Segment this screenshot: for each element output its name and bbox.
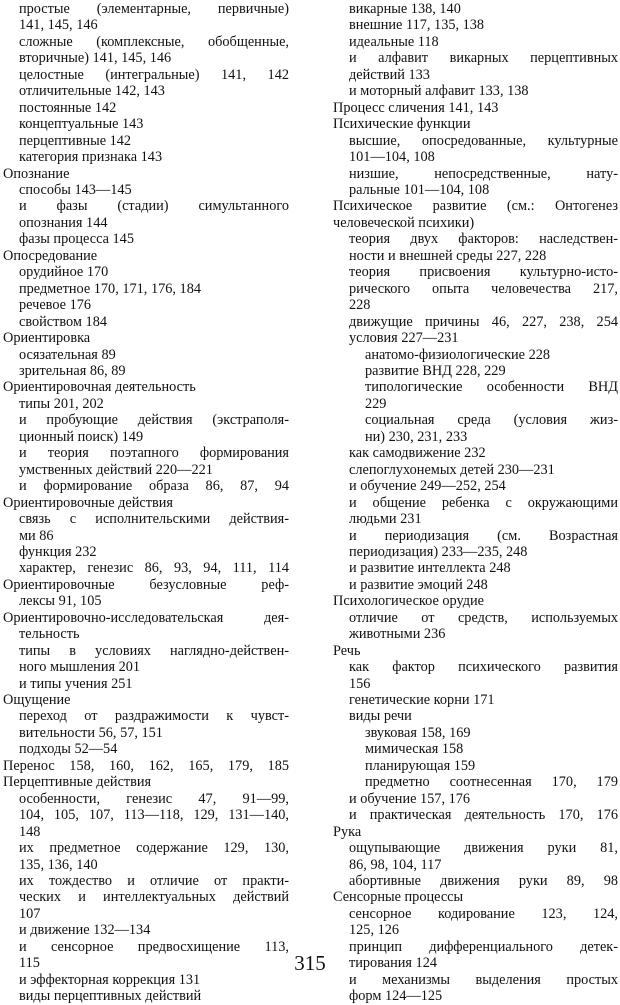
index-subentry: слепоглухонемых детей 230—231 (349, 461, 555, 478)
index-subentry: ческих и интеллектуальных действий (19, 889, 289, 906)
index-subentry: типы 201, 202 (19, 395, 104, 412)
index-subentry: теория двух факторов: наследствен- (349, 231, 618, 248)
index-heading: Процесс сличения 141, 143 (333, 99, 499, 116)
index-subentry: вительности 56, 57, 151 (19, 724, 163, 741)
index-heading: Психические функции (333, 116, 471, 133)
index-subentry: подходы 52—54 (19, 741, 118, 758)
index-subentry: низшие, непосредственные, нату- (349, 165, 618, 182)
index-heading: Перенос 158, 160, 162, 165, 179, 185 (3, 757, 289, 774)
index-subentry: отличие от средств, используемых (349, 609, 618, 626)
index-subentry: действий 133 (349, 66, 430, 83)
index-heading: Сенсорные процессы (333, 889, 464, 906)
index-subentry: ности и внешней среды 227, 228 (349, 247, 547, 264)
index-subentry: концептуальные 143 (19, 116, 144, 133)
index-heading: человеческой психики) (333, 214, 475, 231)
index-subentry: и практическая деятельность 170, 176 (349, 807, 618, 824)
index-heading: Психическое развитие (см.: Онтогенез (333, 198, 618, 215)
index-subentry: тельность (19, 626, 80, 643)
index-heading: Опосредование (3, 247, 98, 264)
index-subentry: 125, 126 (349, 922, 400, 939)
index-subentry: ни) 230, 231, 233 (365, 428, 468, 445)
index-subentry: 156 (349, 675, 371, 692)
index-heading: Опознание (3, 165, 70, 182)
index-subentry: способы 143—145 (19, 181, 132, 198)
index-subentry: и развитие интеллекта 248 (349, 560, 511, 577)
page-number: 315 (294, 951, 326, 975)
index-subentry: людьми 231 (349, 511, 422, 528)
index-subentry: орудийное 170 (19, 264, 109, 281)
index-subentry: их тождество и отличие от практи- (19, 873, 289, 890)
index-heading: Рука (333, 823, 362, 840)
index-subentry: 135, 136, 140 (19, 856, 98, 873)
index-subentry: и формирование образа 86, 87, 94 (19, 478, 289, 495)
index-subentry: как самодвижение 232 (349, 445, 486, 462)
index-subentry: 107 (19, 905, 41, 922)
index-subentry: условия 227—231 (349, 330, 459, 347)
index-subentry: и движение 132—134 (19, 922, 151, 939)
index-subentry: идеальные 118 (349, 33, 439, 50)
index-subentry: фазы процесса 145 (19, 231, 134, 248)
index-subentry: виды речи (349, 708, 412, 725)
index-subentry: функция 232 (19, 543, 97, 560)
index-subentry: викарные 138, 140 (349, 1, 461, 17)
index-subentry: 148 (19, 823, 41, 840)
index-heading: Ориентировка (3, 330, 91, 347)
index-subentry: теория присвоения культурно-исто- (349, 264, 618, 281)
index-subentry: и типы учения 251 (19, 675, 133, 692)
index-subentry: движущие причины 46, 227, 238, 254 (349, 313, 618, 330)
index-subentry: 228 (349, 297, 371, 314)
index-subentry: простые (элементарные, первичные) (19, 1, 289, 17)
index-subentry: и фазы (стадии) симультанного (19, 198, 289, 215)
index-subentry: форм 124—125 (349, 988, 443, 1005)
index-subentry: умственных действий 220—221 (19, 461, 213, 478)
index-heading: Ориентировочные безусловные реф- (3, 576, 289, 593)
index-subentry: отличительные 142, 143 (19, 83, 165, 100)
index-subentry: и пробующие действия (экстраполя- (19, 412, 289, 429)
index-subentry: характер, генезис 86, 93, 94, 111, 114 (19, 560, 289, 577)
index-subentry: 104, 105, 107, 113—118, 129, 131—140, (19, 807, 289, 824)
index-subentry: принцип дифференциального детек- (349, 938, 618, 955)
index-subentry: зрительная 86, 89 (19, 362, 126, 379)
index-heading: Ориентировочно-исследовательская дея- (3, 609, 289, 626)
index-subentry: свойством 184 (19, 313, 107, 330)
index-subentry: типы в условиях наглядно-действен- (19, 642, 289, 659)
index-subentry: 141, 145, 146 (19, 17, 98, 34)
index-heading: Перцептивные действия (3, 774, 152, 791)
index-subentry: постоянные 142 (19, 99, 117, 116)
index-subentry: и развитие эмоций 248 (349, 576, 488, 593)
index-subentry: ощупывающие движения руки 81, (349, 840, 618, 857)
index-column-left (3, 1, 289, 1005)
index-subentry: 115 (19, 955, 40, 972)
index-subentry: планирующая 159 (365, 757, 476, 774)
index-subentry: их предметное содержание 129, 130, (19, 840, 289, 857)
index-subentry: звуковая 158, 169 (365, 724, 471, 741)
index-subentry: предметно соотнесенная 170, 179 (365, 774, 618, 791)
index-subentry: виды перцептивных действий (19, 988, 202, 1005)
index-subentry: внешние 117, 135, 138 (349, 17, 485, 34)
index-subentry: животными 236 (349, 626, 446, 643)
index-subentry: 86, 98, 104, 117 (349, 856, 442, 873)
index-subentry: ральные 101—104, 108 (349, 181, 490, 198)
index-subentry: вторичные) 141, 145, 146 (19, 50, 172, 67)
index-heading: Речь (333, 642, 361, 659)
index-subentry: и алфавит викарных перцептивных (349, 50, 618, 67)
index-subentry: и механизмы выделения простых (349, 971, 618, 988)
index-heading: Психологическое орудие (333, 593, 485, 610)
index-subentry: ми 86 (19, 527, 54, 544)
index-subentry: и эффекторная коррекция 131 (19, 971, 201, 988)
index-subentry: перцептивные 142 (19, 132, 132, 149)
index-subentry: осязательная 89 (19, 346, 116, 363)
index-subentry: предметное 170, 171, 176, 184 (19, 280, 201, 297)
index-subentry: как фактор психического развития (349, 659, 618, 676)
index-subentry: переход от раздражимости к чувст- (19, 708, 289, 725)
index-subentry: социальная среда (условия жиз- (365, 412, 618, 429)
index-subentry: и обучение 157, 176 (349, 790, 471, 807)
index-subentry: и периодизация (см. Возрастная (349, 527, 618, 544)
index-subentry: категория признака 143 (19, 149, 163, 166)
index-subentry: лексы 91, 105 (19, 593, 102, 610)
index-subentry: целостные (интегральные) 141, 142 (19, 66, 289, 83)
index-subentry: ционный поиск) 149 (19, 428, 144, 445)
index-subentry: высшие, опосредованные, культурные (349, 132, 618, 149)
index-heading: Ощущение (3, 692, 71, 709)
index-column-right (333, 1, 618, 1005)
index-subentry: речевое 176 (19, 297, 92, 314)
index-subentry: особенности, генезис 47, 91—99, (19, 790, 289, 807)
index-subentry: сложные (комплексные, обобщенные, (19, 33, 289, 50)
index-subentry: и общение ребенка с окружающими (349, 494, 618, 511)
index-heading: Ориентировочные действия (3, 494, 173, 511)
index-subentry: рического опыта человечества 217, (349, 280, 618, 297)
index-subentry: генетические корни 171 (349, 692, 495, 709)
index-subentry: ного мышления 201 (19, 659, 141, 676)
index-subentry: абортивные движения руки 89, 98 (349, 873, 618, 890)
index-subentry: и обучение 249—252, 254 (349, 478, 506, 495)
index-subentry: периодизация) 233—235, 248 (349, 543, 528, 560)
index-subentry: тирования 124 (349, 955, 438, 972)
index-subentry: мимическая 158 (365, 741, 464, 758)
index-subentry: связь с исполнительскими действия- (19, 511, 289, 528)
index-subentry: и моторный алфавит 133, 138 (349, 83, 529, 100)
index-subentry: 229 (365, 395, 387, 412)
index-subentry: опознания 144 (19, 214, 108, 231)
index-subentry: и теория поэтапного формирования (19, 445, 289, 462)
index-subentry: анатомо-физиологические 228 (365, 346, 551, 363)
index-subentry: и сенсорное предвосхищение 113, (19, 938, 289, 955)
index-heading: Ориентировочная деятельность (3, 379, 196, 396)
index-subentry: 101—104, 108 (349, 149, 435, 166)
index-subentry: развитие ВНД 228, 229 (365, 362, 506, 379)
index-subentry: сенсорное кодирование 123, 124, (349, 905, 618, 922)
index-subentry: типологические особенности ВНД (365, 379, 618, 396)
